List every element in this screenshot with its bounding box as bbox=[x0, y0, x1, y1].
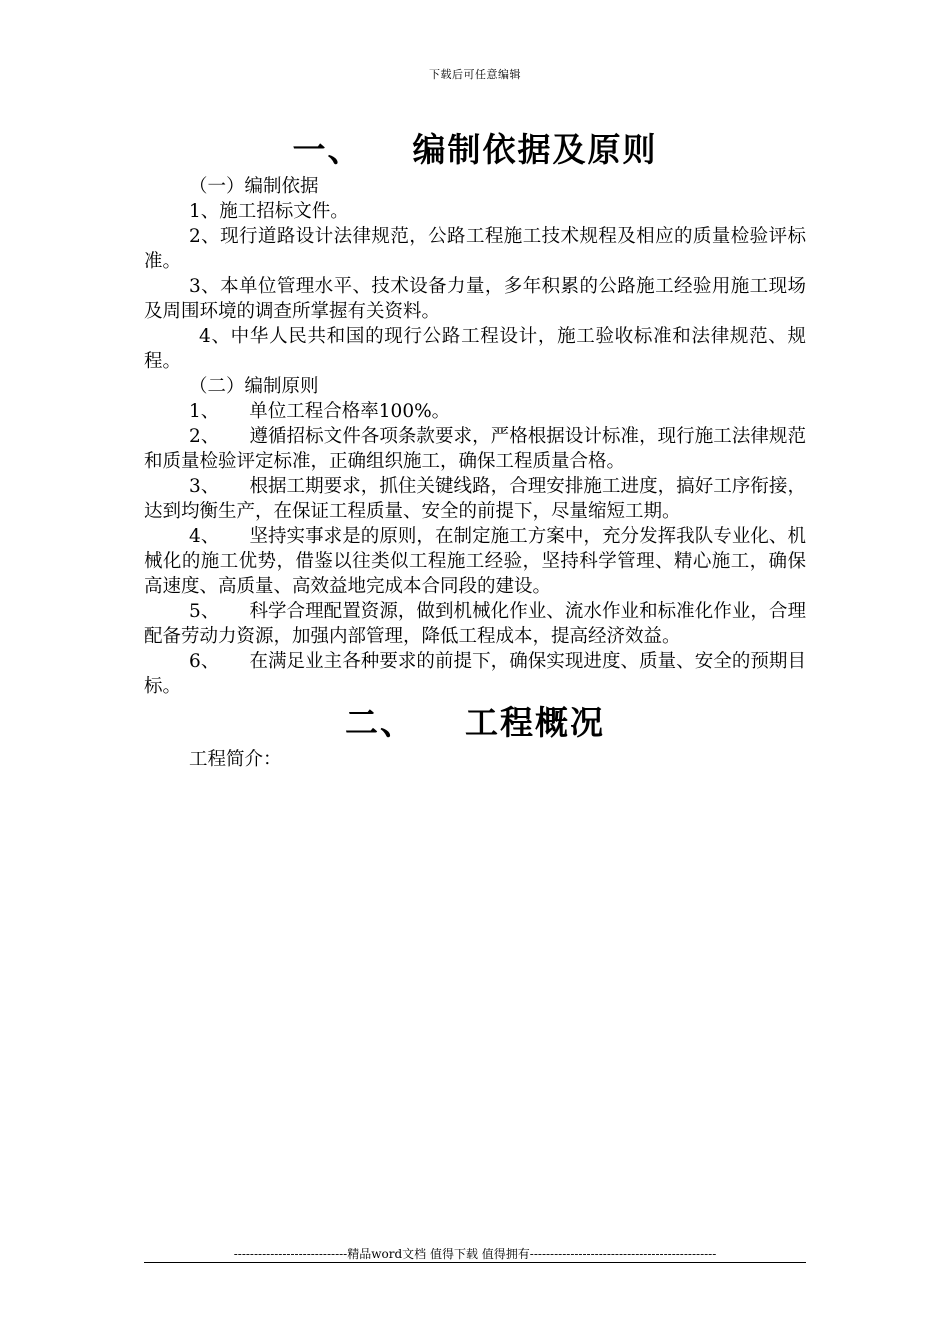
section-2-heading bbox=[144, 699, 806, 747]
subsection-basis-title: （一）编制依据 bbox=[189, 176, 319, 197]
principle-text: 在满足业主各种要求的前提下，确保实现进度、质量、安全的预期目标。 bbox=[144, 651, 806, 697]
section-1-number: 一、 bbox=[292, 130, 363, 169]
principle-text: 根据工期要求，抓住关键线路，合理安排施工进度，搞好工序衔接，达到均衡生产，在保证工程质量、安全的前提下，尽量缩短工期。 bbox=[144, 476, 806, 522]
basis-item-4: 4、中华人民共和国的现行公路工程设计，施工验收标准和法律规范、规程。 bbox=[144, 326, 806, 372]
document-body bbox=[144, 126, 806, 772]
section-1-heading bbox=[144, 126, 806, 174]
section-2-title: 工程概况 bbox=[465, 703, 605, 742]
section-2-number: 二、 bbox=[345, 703, 415, 742]
principle-number: 1、 bbox=[189, 401, 220, 422]
principle-number: 4、 bbox=[189, 526, 220, 547]
principle-item-2 bbox=[144, 424, 806, 474]
principle-item-6 bbox=[144, 649, 806, 699]
basis-item-1: 1、施工招标文件。 bbox=[189, 201, 349, 222]
basis-item-3: 3、本单位管理水平、技术设备力量，多年积累的公路施工经验用施工现场及周围环境的调查所掌握有关资料。 bbox=[144, 276, 806, 322]
principle-item-5 bbox=[144, 599, 806, 649]
principle-item-1 bbox=[144, 399, 806, 424]
page-footer-note: ----------------------------精品word文档 值得下载 值得拥有---------------------------------------------- bbox=[233, 1247, 717, 1261]
project-intro-label: 工程简介： bbox=[189, 749, 282, 770]
principle-number: 3、 bbox=[189, 476, 220, 497]
principle-item-4 bbox=[144, 524, 806, 599]
principle-text: 遵循招标文件各项条款要求，严格根据设计标准，现行施工法律规范和质量检验评定标准，正确组织施工，确保工程质量合格。 bbox=[144, 426, 806, 472]
principle-text: 单位工程合格率100%。 bbox=[249, 401, 451, 422]
subsection-principles-title: （二）编制原则 bbox=[189, 376, 319, 397]
principle-number: 5、 bbox=[189, 601, 220, 622]
principle-text: 科学合理配置资源，做到机械化作业、流水作业和标准化作业，合理配备劳动力资源，加强内部管理，降低工程成本，提高经济效益。 bbox=[144, 601, 806, 647]
principle-number: 2、 bbox=[189, 426, 220, 447]
principle-text: 坚持实事求是的原则，在制定施工方案中，充分发挥我队专业化、机械化的施工优势，借鉴以往类似工程施工经验，坚持科学管理、精心施工，确保高速度、高质量、高效益地完成本合同段的建设。 bbox=[144, 526, 806, 597]
footer-divider bbox=[144, 1262, 806, 1263]
basis-item-2: 2、现行道路设计法律规范，公路工程施工技术规程及相应的质量检验评标准。 bbox=[144, 226, 806, 272]
principle-item-3 bbox=[144, 474, 806, 524]
principle-number: 6、 bbox=[189, 651, 220, 672]
page-header-note: 下载后可任意编辑 bbox=[429, 68, 521, 81]
section-1-title: 编制依据及原则 bbox=[412, 130, 658, 169]
